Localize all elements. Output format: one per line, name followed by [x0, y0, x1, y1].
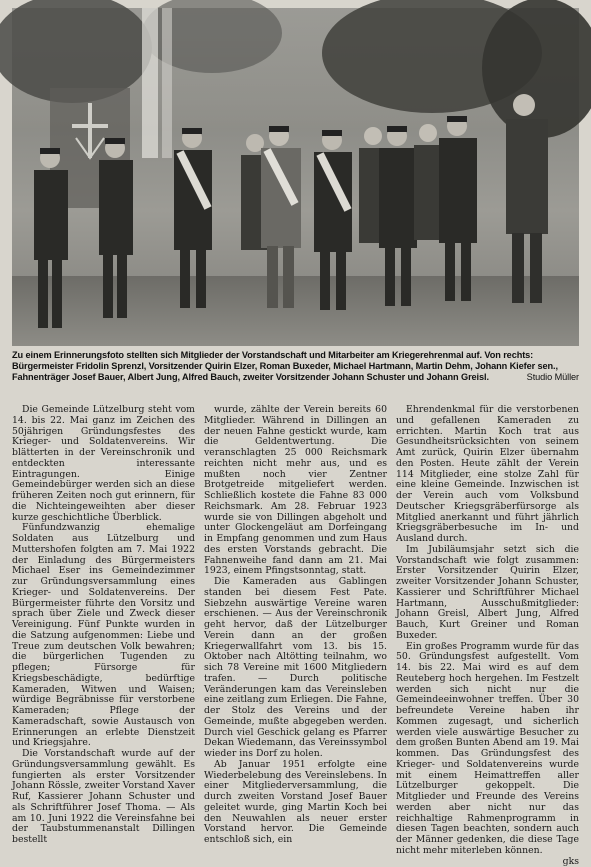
article-body: [12, 405, 579, 761]
paragraph: Ab Januar 1951 erfolgte eine Wiederbelebung des Vereinslebens. In einer Mitgliederversammlung, die durch zweiten Vorstand Josef Bauer geleitet wurde, ging Martin Koch bei den Neuwahlen als neuer erster Vorstand hervor. Die Gemeinde entschloß sich, ein: [204, 760, 387, 846]
paragraph: Im Jubiläumsjahr setzt sich die Vorstandschaft wie folgt zusammen: Erster Vorsitzender Quirin Elzer, zweiter Vorsitzender Johann Schuster, Kassierer und Schriftführer Michael Hartmann, Ausschußmitglieder: Johann Greisl, Albert Jung, Alfred Bauch, Kurt Greiner und Roman Buxeder.: [396, 545, 579, 642]
paragraph: Die Gemeinde Lützelburg steht vom 14. bis 22. Mai ganz im Zeichen des 50jährigen Gründungsfestes des Krieger- und Soldatenvereins. Wir blätterten in der Vereinschronik und entdeckten interessante Eintragungen. Einige Gemeindebürger werden sich an diese früheren Zeiten noch gut erinnern, für die Nichteingeweihten aber dieser kurze geschichtliche Überblick.: [12, 405, 195, 523]
paragraph: Ehrendenkmal für die verstorbenen und gefallenen Kameraden zu errichten. Martin Koch trat aus Gesundheitsrücksichten von seinem Amt zurück, Quirin Elzer übernahm den Posten. Heute zählt der Verein 114 Mitglieder, eine stolze Zahl für eine kleine Gemeinde. Inzwischen ist der Verein auch vom Volksbund Deutscher Kriegsgräberfürsorge als Mitglied anerkannt und führt jährlich Kriegsgräberbesuche im In- und Ausland durch.: [396, 405, 579, 545]
caption-text: Zu einem Erinnerungsfoto stellten sich Mitglieder der Vorstandschaft und Mitarbeiter am Kriegerehrenmal auf. Von rechts: Bürgermeister Fridolin Sprenzl, Vorsitzender Quirin Elzer, Roman Buxeder, Michael Hartmann, Martin Dehm, Johann Kiefer sen., Fahnenträger Josef Bauer, Albert Jung, Alfred Bauch, zweiter Vorsitzender Johann Schuster und Johann Greisl.: [12, 350, 558, 382]
article-column-2: [204, 405, 387, 761]
group-of-men: [12, 8, 579, 346]
article-column-1: [12, 405, 195, 761]
author-initials: gks: [396, 857, 579, 867]
paragraph: Fünfundzwanzig ehemalige Soldaten aus Lützelburg und Muttershofen folgten am 7. Mai 1922 der Einladung des Bürgermeisters Michael Eser ins Gemeindezimmer zur Gründungsversammlung eines Krieger- und Soldatenvereins. Der Bürgermeister führte den Vorsitz und sprach über Ziele und Zweck dieser Vereinigung. Fünf Punkte wurden in die Satzung aufgenommen: Liebe und Treue zum deutschen Volk bewahren; die bürgerlichen Tugenden zu pflegen; Fürsorge für Kriegsbeschädigte, bedürftige Kameraden, Witwen und Waisen; würdige Begräbnisse für verstorbene Kameraden; Pflege der Kameradschaft, sowie Austausch von Erinnerungen an erlebte Dienstzeit und Kriegsjahre.: [12, 523, 195, 749]
photo-caption: [12, 350, 579, 383]
paragraph: Die Vorstandschaft wurde auf der Gründungsversammlung gewählt. Es fungierten als erster Vorsitzender Johann Rössle, zweiter Vorstand Xaver Ruf, Kassierer Johann Schuster und als Schriftführer Josef Thoma. — Als am 10. Juni 1922 die Vereinsfahne bei der Taubstummenanstalt Dillingen bestellt: [12, 749, 195, 846]
paragraph: Ein großes Programm wurde für das 50. Gründungsfest aufgestellt. Vom 14. bis 22. Mai wird es auf dem Reuteberg hoch hergehen. Im Festzelt werden sich nicht nur die Gemeindeeinwohner treffen. Über 30 befreundete Vereine haben ihr Kommen zugesagt, und sicherlich werden viele auswärtige Besucher zu dem großen Bunten Abend am 19. Mai kommen. Das Gründungsfest des Krieger- und Soldatenvereins wurde mit einem Heimattreffen aller Lützelburger gekoppelt. Die Mitglieder und Freunde des Vereins werden aber nicht nur das reichhaltige Rahmenprogramm in diesen Tagen beachten, sondern auch der Männer gedenken, die diese Tage nicht mehr miterleben können.: [396, 642, 579, 857]
paragraph: wurde, zählte der Verein bereits 60 Mitglieder. Während in Dillingen an der neuen Fahne gestickt wurde, kam die Geldentwertung. Die veranschlagten 25 000 Reichsmark reichten nicht mehr aus, und es mußten noch vier Zentner Brotgetreide mitgeliefert werden. Schließlich kostete die Fahne 83 000 Reichsmark. Am 28. Februar 1923 wurde sie von Dillingen abgeholt und unter Glockengeläut am Dorfeingang in Empfang genommen und zum Haus des ersten Vorstands gebracht. Die Fahnenweihe fand dann am 21. Mai 1923, einem Pfingstsonntag, statt.: [204, 405, 387, 577]
paragraph: Die Kameraden aus Gablingen standen bei diesem Fest Pate. Siebzehn auswärtige Vereine waren erschienen. — Aus der Vereinschronik geht hervor, daß der Lützelburger Verein dann an der großen Kriegerwallfahrt vom 13. bis 15. Oktober nach Altötting teilnahm, wo sich 78 Vereine mit 1600 Mitgliedern trafen. — Durch politische Veränderungen kam das Vereinsleben eine zeitlang zum Erliegen. Die Fahne, der Stolz des Vereins und der Gemeinde, mußte abgegeben werden. Durch viel Geschick gelang es Pfarrer Dekan Wiedemann, das Vereinssymbol wieder ins Dorf zu holen.: [204, 577, 387, 760]
photo-credit: Studio Müller: [527, 372, 579, 383]
article-column-3: [396, 405, 579, 761]
group-photo: [12, 8, 579, 346]
